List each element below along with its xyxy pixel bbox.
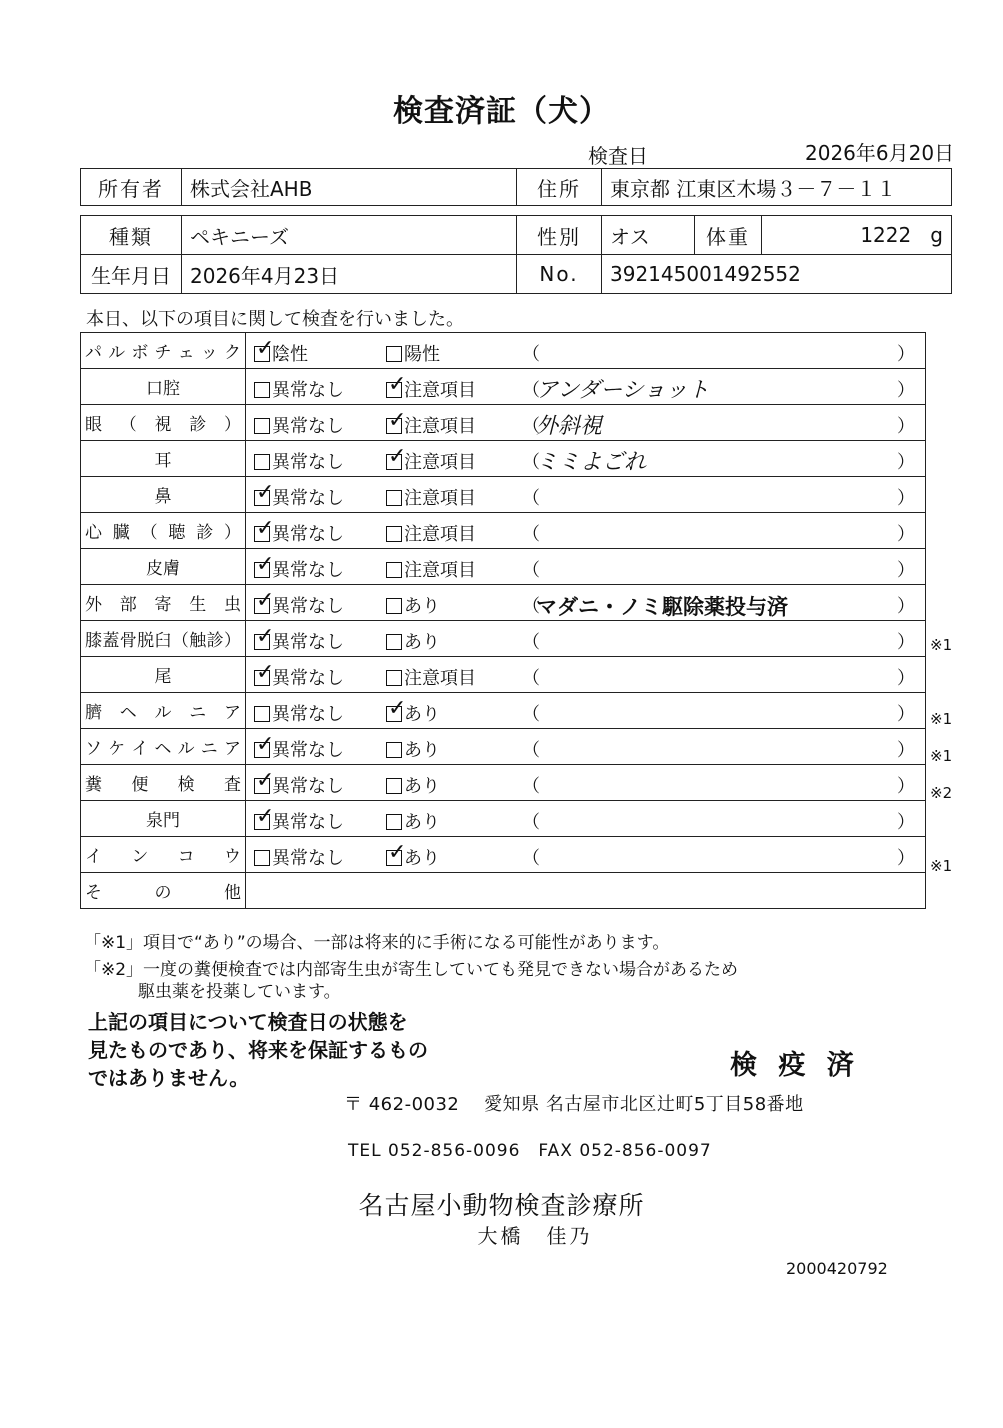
item-label-char: 腔 [163, 379, 180, 399]
option-1-label: 異常なし [272, 704, 344, 725]
option-1[interactable] [254, 808, 344, 834]
clinic-tel-fax: TEL 052-856-0096 FAX 052-856-0097 [348, 1141, 712, 1161]
item-label-char: 触 [189, 631, 207, 651]
inspection-item-label [85, 806, 241, 831]
paren-open: （ [522, 524, 540, 545]
option-1[interactable] [254, 484, 344, 510]
option-1-label: 異常なし [272, 560, 344, 581]
inspection-result [246, 513, 926, 549]
paren-close: ） [897, 848, 915, 869]
option-2[interactable] [386, 520, 476, 546]
checkbox-1[interactable] [254, 490, 270, 506]
weight-unit: g [930, 223, 943, 247]
item-label-char: （ [171, 631, 189, 651]
checkbox-1[interactable] [254, 670, 270, 686]
birth-value: 2026年4月23日 [182, 255, 517, 294]
option-2-label: あり [404, 596, 440, 617]
inspection-item-label [85, 446, 241, 471]
checkbox-1[interactable] [254, 778, 270, 794]
item-label-char: 門 [163, 811, 180, 831]
option-1[interactable] [254, 376, 344, 402]
option-2-label: 注意項目 [404, 668, 476, 689]
option-1-label: 異常なし [272, 524, 344, 545]
item-label-char: 部 [119, 595, 137, 615]
checkbox-2[interactable] [386, 490, 402, 506]
option-2[interactable] [386, 376, 476, 402]
option-1-label: 異常なし [272, 380, 344, 401]
checkbox-2[interactable] [386, 778, 402, 794]
option-2-label: あり [404, 776, 440, 797]
disclaimer [88, 1008, 428, 1092]
checkbox-2[interactable] [386, 562, 402, 578]
owner-label: 所有者 [81, 169, 182, 206]
inspection-result [246, 585, 926, 621]
option-1[interactable] [254, 556, 344, 582]
option-1[interactable] [254, 844, 344, 870]
item-label-char: 泉 [146, 811, 163, 831]
item-label-char: （ [140, 523, 158, 543]
remark-note: ミミよごれ [536, 450, 647, 475]
checkbox-1[interactable] [254, 382, 270, 398]
item-label-char: の [154, 883, 172, 903]
inspection-row [81, 693, 926, 729]
other-label-cell [81, 873, 246, 909]
exam-date: 2026年6月20日 [805, 141, 955, 165]
option-2-label: あり [404, 740, 440, 761]
item-label-char: 尾 [154, 667, 172, 687]
item-label-char: 臼 [154, 631, 172, 651]
footnote-3: 駆虫薬を投薬しています。 [138, 982, 341, 1002]
paren-open: （ [522, 632, 540, 653]
breed-label: 種類 [81, 216, 182, 255]
checkbox-1[interactable] [254, 418, 270, 434]
paren-open: （ [522, 812, 540, 833]
sex-label: 性別 [517, 216, 602, 255]
option-2-label: 注意項目 [404, 488, 476, 509]
item-label-char: 臍 [85, 703, 102, 723]
checkbox-2[interactable] [386, 742, 402, 758]
checkbox-2[interactable] [386, 670, 402, 686]
inspection-item [81, 657, 246, 693]
paren-open: （ [522, 668, 540, 689]
inspection-row [81, 333, 926, 369]
checkbox-2[interactable] [386, 418, 402, 434]
paren-open: （ [522, 452, 540, 473]
inspection-row [81, 801, 926, 837]
paren-close: ） [897, 344, 915, 365]
inspection-item [81, 729, 246, 765]
paren-open: （ [522, 740, 540, 761]
item-label-char: イ [131, 739, 149, 759]
option-1-label: 異常なし [272, 452, 344, 473]
item-label-char: 寄 [154, 595, 172, 615]
paren-open: （ [522, 380, 540, 401]
doctor-name: 大橋 佳乃 [477, 1224, 593, 1248]
inspection-item-label [85, 518, 241, 543]
item-label-char: イ [85, 847, 102, 867]
item-label-char: 脱 [137, 631, 155, 651]
inspection-table [80, 332, 926, 909]
item-label-char: 便 [131, 775, 149, 795]
paren-open: （ [522, 848, 540, 869]
option-1[interactable] [254, 628, 344, 654]
inspection-row [81, 657, 926, 693]
item-label-char: ル [177, 739, 195, 759]
inspection-item [81, 801, 246, 837]
item-label-char: ン [131, 847, 149, 867]
inspection-item-label [85, 662, 241, 687]
item-label-char: ヘ [154, 739, 172, 759]
paren-close: ） [897, 812, 915, 833]
clinic-address: 〒 462-0032 愛知県 名古屋市北区辻町5丁目58番地 [344, 1094, 804, 1115]
item-label-char: 診 [196, 523, 214, 543]
address-value: 東京都 江東区木場３－７－１１ [602, 169, 952, 206]
option-1-label: 異常なし [272, 776, 344, 797]
paren-open: （ [522, 416, 540, 437]
option-1-label: 異常なし [272, 848, 344, 869]
paren-close: ） [897, 704, 915, 725]
paren-open: （ [522, 776, 540, 797]
checkbox-2[interactable] [386, 454, 402, 470]
item-label-char: ル [108, 343, 126, 363]
item-label-char: ） [223, 523, 241, 543]
inspection-item-label [85, 770, 241, 795]
item-label-char: 心 [85, 523, 102, 543]
paren-close: ） [897, 416, 915, 437]
item-label-char: 口 [146, 379, 163, 399]
option-1-label: 異常なし [272, 668, 344, 689]
paren-close: ） [897, 452, 915, 473]
checkbox-1[interactable] [254, 814, 270, 830]
inspection-row [81, 765, 926, 801]
item-label-char: 検 [177, 775, 195, 795]
checkbox-2[interactable] [386, 850, 402, 866]
item-label-char: ） [224, 415, 241, 435]
checkbox-2[interactable] [386, 382, 402, 398]
item-label-char: 眼 [85, 415, 102, 435]
quarantine-stamp: 検 疫 済 [730, 1050, 860, 1081]
option-1[interactable] [254, 664, 344, 690]
paren-close: ） [897, 488, 915, 509]
remark-note: マダニ・ノミ駆除薬投与済 [536, 595, 788, 619]
checkbox-1[interactable] [254, 454, 270, 470]
item-label-char: 生 [189, 595, 207, 615]
item-label-char: 耳 [154, 451, 172, 471]
checkbox-1[interactable] [254, 634, 270, 650]
inspection-result [246, 405, 926, 441]
item-label-char: ケ [108, 739, 126, 759]
weight-value: 1222 [860, 223, 912, 247]
inspection-row [81, 729, 926, 765]
other-value [246, 873, 926, 909]
option-2[interactable] [386, 592, 440, 618]
item-label-char: ニ [189, 703, 207, 723]
option-1-label: 異常なし [272, 596, 344, 617]
option-2[interactable] [386, 664, 476, 690]
paren-close: ） [897, 740, 915, 761]
option-1[interactable] [254, 736, 344, 762]
option-2[interactable] [386, 808, 440, 834]
inspection-row [81, 405, 926, 441]
inspection-row [81, 369, 926, 405]
disclaimer-line: 見たものであり、将来を保証するもの [88, 1038, 428, 1062]
item-label-char: 診 [206, 631, 224, 651]
item-label-char: 臓 [112, 523, 130, 543]
checkbox-1[interactable] [254, 562, 270, 578]
inspection-item-label [85, 698, 241, 723]
inspection-row [81, 837, 926, 873]
inspection-result [246, 801, 926, 837]
other-label [85, 878, 241, 903]
inspection-item [81, 693, 246, 729]
inspection-item-label [85, 482, 241, 507]
inspection-row [81, 441, 926, 477]
remark-note: アンダーショット [536, 378, 710, 403]
item-label-char: （ [119, 415, 137, 435]
option-2[interactable] [386, 484, 476, 510]
item-label-char: ） [224, 631, 241, 651]
address-label: 住所 [517, 169, 602, 206]
option-1-label: 異常なし [272, 488, 344, 509]
option-1[interactable] [254, 700, 344, 726]
paren-close: ） [897, 560, 915, 581]
item-label-char: ッ [200, 343, 218, 363]
option-1-label: 異常なし [272, 416, 344, 437]
item-label-char: ボ [131, 343, 149, 363]
option-2[interactable] [386, 736, 440, 762]
page-title: 検査済証（犬） [393, 94, 610, 129]
intro-text: 本日、以下の項目に関して検査を行いました。 [86, 309, 464, 330]
item-label-char: ソ [85, 739, 102, 759]
option-2[interactable] [386, 556, 476, 582]
option-2[interactable] [386, 628, 440, 654]
checkbox-2[interactable] [386, 598, 402, 614]
reference-mark: ※1 [930, 746, 953, 765]
inspection-item [81, 765, 246, 801]
item-label-char: 他 [224, 883, 241, 903]
inspection-item-label [85, 410, 241, 435]
reference-mark: ※1 [930, 857, 953, 876]
option-2-label: 注意項目 [404, 380, 476, 401]
inspection-row [81, 513, 926, 549]
inspection-item [81, 441, 246, 477]
item-label-char: 聴 [168, 523, 186, 543]
owner-value: 株式会社AHB [182, 169, 517, 206]
inspection-item [81, 837, 246, 873]
item-label-char: ニ [200, 739, 218, 759]
no-label: No. [517, 255, 602, 294]
item-label-char: 鼻 [154, 487, 172, 507]
item-label-char: ア [224, 703, 241, 723]
paren-open: （ [522, 344, 540, 365]
inspection-item-label [85, 842, 241, 867]
option-1[interactable] [254, 772, 344, 798]
option-1[interactable] [254, 340, 308, 366]
item-label-char: 査 [223, 775, 241, 795]
option-2[interactable] [386, 448, 476, 474]
item-label-char: ヘ [119, 703, 137, 723]
serial-number: 2000420792 [786, 1259, 888, 1278]
checkbox-1[interactable] [254, 526, 270, 542]
paren-open: （ [522, 560, 540, 581]
inspection-item-label [85, 338, 241, 363]
item-label-char: 虫 [224, 595, 241, 615]
item-label-char: 視 [154, 415, 172, 435]
option-2-label: 陽性 [404, 344, 440, 365]
sex-value: オス [602, 216, 695, 255]
item-label-char: ル [154, 703, 172, 723]
checkbox-2[interactable] [386, 634, 402, 650]
inspection-result [246, 333, 926, 369]
checkbox-1[interactable] [254, 346, 270, 362]
item-label-char: そ [85, 883, 102, 903]
option-2-label: あり [404, 704, 440, 725]
inspection-result [246, 657, 926, 693]
inspection-result [246, 369, 926, 405]
item-label-char: 診 [189, 415, 207, 435]
inspection-item [81, 405, 246, 441]
paren-close: ） [897, 596, 915, 617]
option-2-label: 注意項目 [404, 452, 476, 473]
option-1[interactable] [254, 412, 344, 438]
option-2[interactable] [386, 340, 440, 366]
inspection-result [246, 837, 926, 873]
checkbox-2[interactable] [386, 814, 402, 830]
reference-mark: ※1 [930, 636, 953, 655]
paren-close: ） [897, 632, 915, 653]
paren-close: ） [897, 380, 915, 401]
clinic-name: 名古屋小動物検査診療所 [358, 1191, 645, 1220]
breed-value: ペキニーズ [182, 216, 517, 255]
inspection-row [81, 549, 926, 585]
inspection-item [81, 621, 246, 657]
inspection-item [81, 549, 246, 585]
reference-mark: ※2 [930, 783, 953, 802]
inspection-result [246, 729, 926, 765]
checkbox-2[interactable] [386, 346, 402, 362]
option-2-label: あり [404, 812, 440, 833]
inspection-item-label [85, 554, 241, 579]
option-2[interactable] [386, 412, 476, 438]
inspection-item [81, 333, 246, 369]
item-label-char: 蓋 [102, 631, 120, 651]
inspection-item [81, 369, 246, 405]
paren-open: （ [522, 596, 540, 617]
inspection-item-label [85, 590, 241, 615]
paren-close: ） [897, 668, 915, 689]
option-2-label: あり [404, 848, 440, 869]
paren-close: ） [897, 524, 915, 545]
option-2[interactable] [386, 700, 440, 726]
disclaimer-line: ではありません。 [88, 1066, 250, 1090]
inspection-item [81, 585, 246, 621]
option-1-label: 異常なし [272, 812, 344, 833]
paren-open: （ [522, 704, 540, 725]
footnote-1: 「※1」項目で“あり”の場合、一部は将来的に手術になる可能性があります。 [84, 933, 670, 953]
option-1-label: 異常なし [272, 632, 344, 653]
paren-close: ） [897, 776, 915, 797]
inspection-item-label [85, 734, 241, 759]
option-1-label: 異常なし [272, 740, 344, 761]
no-value: 392145001492552 [602, 255, 952, 294]
inspection-item-label [85, 374, 241, 399]
option-2[interactable] [386, 844, 440, 870]
item-label-char: 糞 [85, 775, 102, 795]
checkbox-1[interactable] [254, 742, 270, 758]
option-2-label: 注意項目 [404, 524, 476, 545]
checkbox-1[interactable] [254, 706, 270, 722]
inspection-result [246, 765, 926, 801]
option-2-label: 注意項目 [404, 560, 476, 581]
weight-cell [762, 216, 952, 255]
item-label-char: チ [154, 343, 172, 363]
inspection-result [246, 549, 926, 585]
item-label-char: 膝 [85, 631, 102, 651]
remark-note: 外斜視 [536, 414, 603, 439]
exam-date-label: 検査日 [588, 144, 648, 168]
option-1[interactable] [254, 592, 344, 618]
inspection-row [81, 621, 926, 657]
item-label-char: ク [223, 343, 241, 363]
inspection-item-label [85, 626, 241, 651]
reference-mark: ※1 [930, 710, 953, 728]
checkbox-1[interactable] [254, 850, 270, 866]
item-label-char: 骨 [119, 631, 137, 651]
item-label-char: 膚 [163, 559, 180, 579]
inspection-item [81, 513, 246, 549]
item-label-char: ウ [223, 847, 241, 867]
inspection-row [81, 477, 926, 513]
item-label-char: ア [223, 739, 241, 759]
checkbox-1[interactable] [254, 598, 270, 614]
item-label-char: 外 [85, 595, 102, 615]
inspection-row [81, 585, 926, 621]
footnote-2: 「※2」一度の糞便検査では内部寄生虫が寄生していても発見できない場合があるため [84, 960, 739, 980]
item-label-char: パ [85, 343, 102, 363]
dog-table [80, 215, 952, 294]
paren-open: （ [522, 488, 540, 509]
inspection-result [246, 477, 926, 513]
option-1[interactable] [254, 448, 344, 474]
item-label-char: ェ [177, 343, 195, 363]
inspection-item [81, 477, 246, 513]
option-2-label: 注意項目 [404, 416, 476, 437]
inspection-result [246, 693, 926, 729]
checkbox-2[interactable] [386, 526, 402, 542]
birth-label: 生年月日 [81, 255, 182, 294]
option-1-label: 陰性 [272, 344, 308, 365]
inspection-result [246, 621, 926, 657]
item-label-char: コ [177, 847, 195, 867]
inspection-result [246, 441, 926, 477]
checkbox-2[interactable] [386, 706, 402, 722]
option-2[interactable] [386, 772, 440, 798]
item-label-char: 皮 [146, 559, 163, 579]
owner-table [80, 168, 952, 206]
weight-label: 体重 [695, 216, 762, 255]
option-2-label: あり [404, 632, 440, 653]
option-1[interactable] [254, 520, 344, 546]
disclaimer-line: 上記の項目について検査日の状態を [88, 1010, 408, 1034]
